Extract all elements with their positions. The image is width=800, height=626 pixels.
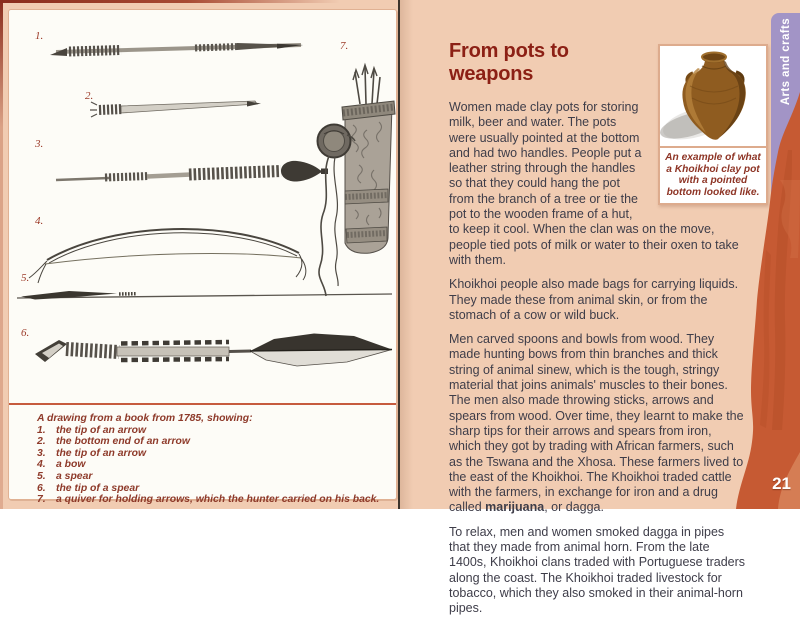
caption-item <box>37 483 386 495</box>
caption-item-number: 1. <box>37 425 56 437</box>
figure-number-6: 6. <box>21 327 29 339</box>
figure-caption <box>37 413 386 506</box>
figure-number-3: 3. <box>35 138 43 150</box>
weapons-etching-illustration <box>9 10 396 402</box>
spear-illustration-5 <box>17 291 392 300</box>
arrow-tip-illustration-3 <box>56 161 328 182</box>
caption-divider <box>9 403 396 405</box>
arrow-bottom-illustration-2 <box>90 101 261 117</box>
paragraph-4: To relax, men and women smoked dagga in pipes that they made from animal horn. From the late 1400s, Khoikhoi clans traded with Portuguese traders along the coast. The Khoikhoi traded livestock for tobacco, which they also smoked in their animal-horn pipes. <box>449 525 745 617</box>
figure-number-5: 5. <box>21 272 29 284</box>
caption-item <box>37 459 386 471</box>
caption-item-text: a bow <box>56 459 85 471</box>
caption-item <box>37 436 386 448</box>
spine-shadow <box>400 0 413 509</box>
bold-word-marijuana: marijuana <box>485 500 544 514</box>
bow-illustration-4 <box>29 229 306 283</box>
spear-tip-illustration-6 <box>35 334 392 367</box>
pot-caption: An example of what a Khoikhoi clay pot with a pointed bottom looked like. <box>660 146 766 203</box>
page-number: 21 <box>772 474 791 494</box>
figure-number-2: 2. <box>85 90 93 102</box>
quiver-illustration-7 <box>318 65 396 296</box>
caption-item-text: the tip of an arrow <box>56 448 146 460</box>
side-tab-label: Arts and crafts <box>780 18 792 105</box>
caption-item <box>37 425 386 437</box>
page-edge-top-decoration <box>0 0 340 3</box>
caption-item-text: a quiver for holding arrows, which the hunter carried on his back. <box>56 494 379 506</box>
paragraph-2: Khoikhoi people also made bags for carrying liquids. They made these from animal skin, or from the stomach of a cow or wild buck. <box>449 277 745 323</box>
caption-item-number: 6. <box>37 483 56 495</box>
caption-item-text: the tip of an arrow <box>56 425 146 437</box>
caption-item-number: 4. <box>37 459 56 471</box>
caption-item <box>37 494 386 506</box>
figure-number-1: 1. <box>35 30 43 42</box>
spine-divider <box>398 0 400 509</box>
caption-item <box>37 471 386 483</box>
figure-number-7: 7. <box>340 40 348 52</box>
caption-item-number: 2. <box>37 436 56 448</box>
caption-item <box>37 448 386 460</box>
caption-item-text: the tip of a spear <box>56 483 139 495</box>
page-edge-left-decoration <box>0 0 3 509</box>
figure-number-4: 4. <box>35 215 43 227</box>
paragraph-3-text: Men carved spoons and bowls from wood. They made hunting bows from thin branches and thick string of animal sinew, which is the tough, stringy material that joins animals' muscles to their bones. The men also made throwing sticks, arrows and spears from wood. Over time, they learnt to make the sharp tips for their arrows and spears from iron, which they got by trading with African farmers, such as the Tswana and the Xhosa. These farmers lived to the east of the Khoikhoi. The Khoikhoi traded cattle with the farmers, in exchange for iron and a drug called <box>449 332 744 514</box>
page-edge-wave-decoration <box>730 0 800 509</box>
caption-item-text: a spear <box>56 471 92 483</box>
caption-item-number: 7. <box>37 494 56 506</box>
paragraph-1: Women made clay pots for storing milk, beer and water. The pots were usually pointed at the bottom and had two handles. People put a leather string through the handles so that they could hang the pot from the branch of a tree or tie the pot to the wooden frame of a hut, to keep it cool. When the clan was on the move, people tied pots of milk or water to their oxen to take with them. <box>449 100 745 268</box>
caption-title: A drawing from a book from 1785, showing: <box>37 413 386 425</box>
right-page <box>400 0 800 509</box>
arrow-tip-illustration-1 <box>50 43 303 56</box>
page-title: From pots to weapons <box>449 40 745 86</box>
article-content <box>449 0 745 626</box>
paragraph-3-text-end: , or dagga. <box>544 500 604 514</box>
left-page <box>0 0 400 509</box>
caption-item-text: the bottom end of an arrow <box>56 436 190 448</box>
paragraph-3 <box>449 332 745 516</box>
caption-item-number: 3. <box>37 448 56 460</box>
caption-item-number: 5. <box>37 471 56 483</box>
illustration-panel <box>8 9 397 500</box>
